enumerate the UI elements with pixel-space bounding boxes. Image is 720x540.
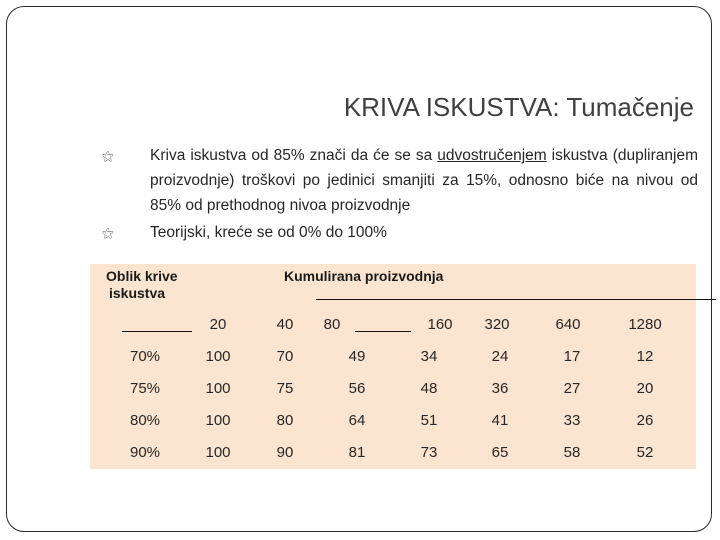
table-cell: 17 [563,348,581,365]
table-cell: 81 [348,444,366,461]
table-cell: 65 [491,444,509,461]
header-rule-left [122,331,192,332]
row-label: 75% [130,380,161,397]
column-header: 160 [427,316,453,333]
header-rule-top [316,299,716,300]
table-cell: 70 [276,348,294,365]
table-cell: 34 [420,348,438,365]
table-cell: 48 [420,380,438,397]
table-cell: 80 [276,412,294,429]
table-cell: 100 [205,444,231,461]
table-cell: 33 [563,412,581,429]
table-cell: 24 [491,348,509,365]
underlined-term: udvostručenjem [437,147,547,164]
shape-label: Oblik krive iskustva [106,268,178,301]
header-rule-mid [355,331,411,332]
table-cell: 51 [420,412,438,429]
column-header: 80 [323,316,341,333]
column-header: 640 [555,316,581,333]
table-cell: 56 [348,380,366,397]
table-cell: 27 [563,380,581,397]
bullet-icon: ⚝ [102,226,114,240]
table-cell: 100 [205,348,231,365]
table-cell: 49 [348,348,366,365]
table-cell: 12 [636,348,654,365]
table-panel [90,264,696,469]
table-cell: 100 [205,412,231,429]
table-cell: 20 [636,380,654,397]
row-label: 70% [130,348,161,365]
row-label: 90% [130,444,161,461]
table-cell: 41 [491,412,509,429]
slide-title: KRIVA ISKUSTVA: Tumačenje [343,92,694,122]
table-cell: 52 [636,444,654,461]
table-cell: 26 [636,412,654,429]
table-cell: 90 [276,444,294,461]
column-header: 1280 [628,316,662,333]
column-header: 320 [484,316,510,333]
table-cell: 36 [491,380,509,397]
table-cell: 64 [348,412,366,429]
table-cell: 73 [420,444,438,461]
bullet-icon: ⚝ [102,149,114,163]
column-header: 20 [209,316,227,333]
bullet-text-2: Teorijski, kreće se od 0% do 100% [150,224,387,241]
table-cell: 75 [276,380,294,397]
cumulative-label: Kumulirana proizvodnja [284,268,444,284]
column-header: 40 [276,316,294,333]
table-cell: 58 [563,444,581,461]
bullet-text-1: Kriva iskustva od 85% znači da će se sa udvostručenjem iskustva (dupliranjem proizvodnje) troškovi po jedinici smanjiti za 15%, odnosno biće na nivou od 85% od prethodnog nivoa proizvodnje [150,147,698,214]
table-cell: 100 [205,380,231,397]
row-label: 80% [130,412,161,429]
